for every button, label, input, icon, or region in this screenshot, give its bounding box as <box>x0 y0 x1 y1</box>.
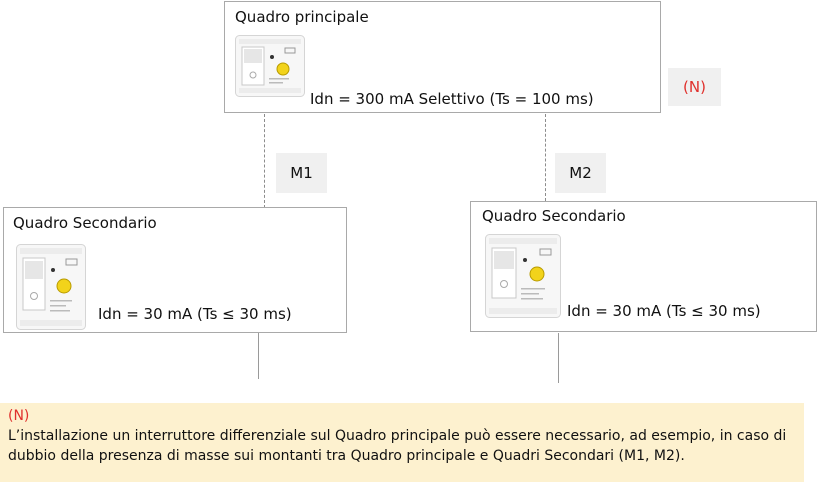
secondary-panel-spec: Idn = 30 mA (Ts ≤ 30 ms) <box>98 305 292 323</box>
feeder-label-m1: M1 <box>276 153 327 193</box>
secondary-panel-left <box>3 207 347 333</box>
main-panel-note-tag: (N) <box>668 68 721 106</box>
rcd-device-icon <box>16 244 86 330</box>
feeder-label-m2: M2 <box>555 153 606 193</box>
main-panel-box <box>224 1 661 113</box>
feeder-line-m1 <box>264 114 265 208</box>
secondary-panel-title: Quadro Secondario <box>13 214 157 232</box>
rcd-device-icon <box>485 234 561 318</box>
outgoing-line-right <box>558 333 559 383</box>
footnote-text: L’installazione un interruttore differenziale sul Quadro principale può essere necessario, ad esempio, in caso di dubbio della presenza di masse sui montanti tra Quadro principale e Quadri Secondari (M1, M2). <box>8 428 787 464</box>
outgoing-line-left <box>258 333 259 379</box>
main-panel-title: Quadro principale <box>235 8 369 26</box>
secondary-panel-spec: Idn = 30 mA (Ts ≤ 30 ms) <box>567 302 761 320</box>
secondary-panel-title: Quadro Secondario <box>482 207 626 225</box>
footnote-marker: (N) <box>8 408 30 424</box>
feeder-line-m2 <box>545 114 546 201</box>
secondary-panel-right <box>470 201 817 332</box>
footnote-box <box>0 403 804 482</box>
main-panel-spec: Idn = 300 mA Selettivo (Ts = 100 ms) <box>310 90 594 108</box>
rcd-device-icon <box>235 35 305 97</box>
